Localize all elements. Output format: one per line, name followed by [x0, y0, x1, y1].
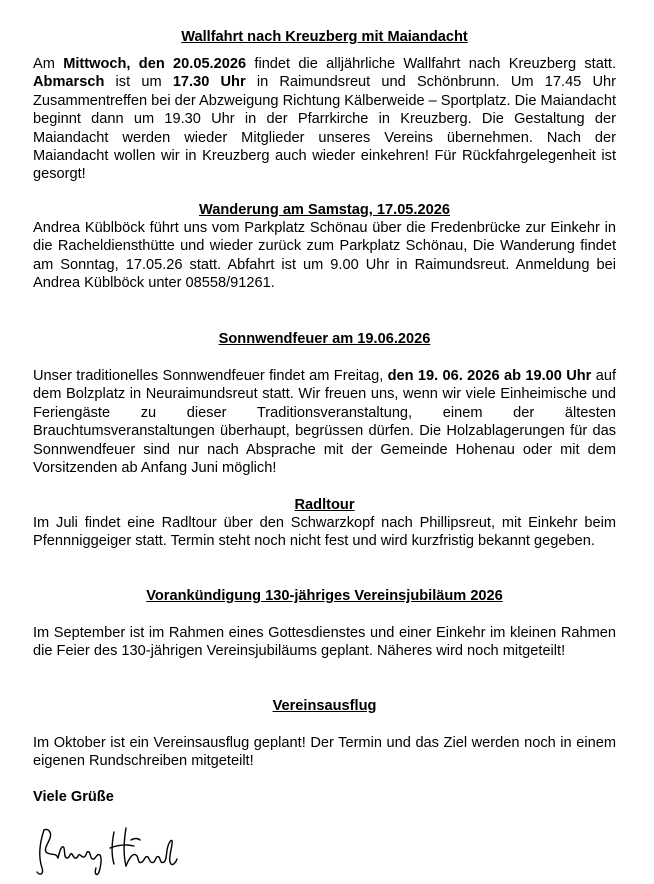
paragraph-wallfahrt: Am Mittwoch, den 20.05.2026 findet die alljährliche Wallfahrt nach Kreuzberg statt. Abmarsch ist um 17.30 Uhr in Raimundsreut und Schönbrunn. Um 17.45 Uhr Zusammentreffen bei der Abzweigung Richtung Kälberweide – Sportplatz. Die Maiandacht beginnt dann um 19.30 Uhr in der Pfarrkirche in Kreuzberg. Die Gestaltung der Maiandacht werden wieder Mitglieder unseres Vereins übernehmen. Nach der Maiandacht wollen wir in Kreuzberg auch wieder einkehren! Für Rückfahrgelegenheit ist gesorgt!	[33, 56, 617, 183]
handwritten-signature	[34, 822, 179, 878]
closing-greeting: Viele Grüße	[33, 789, 114, 805]
paragraph-wanderung: Andrea Küblböck führt uns vom Parkplatz Schönau über die Fredenbrücke zur Einkehr in die Racheldiensthütte und wieder zurück zum Parkplatz Schönau, Die Wanderung findet am Sonntag, 17.05.26 statt. Abfahrt ist um 9.00 Uhr in Raimundsreut. Anmeldung bei Andrea Küblböck unter 08558/91261.	[33, 220, 616, 292]
heading-vereinsjubilaeum: Vorankündigung 130-jähriges Vereinsjubiläum 2026	[146, 588, 503, 604]
heading-wallfahrt: Wallfahrt nach Kreuzberg mit Maiandacht	[181, 29, 468, 45]
paragraph-radltour: Im Juli findet eine Radltour über den Schwarzkopf nach Phillipsreut, mit Einkehr beim Pfennniggeiger statt. Termin steht noch nicht fest und wird kurzfristig bekannt gegeben.	[33, 515, 616, 550]
heading-vereinsausflug: Vereinsausflug	[272, 698, 377, 714]
paragraph-sonnwendfeuer: Unser traditionelles Sonnwendfeuer findet am Freitag, den 19. 06. 2026 ab 19.00 Uhr auf dem Bolzplatz in Neuraimundsreut statt. Wir freuen uns, wenn wir viele Einheimische und Feriengäste zu dieser Traditionsveranstaltung, einem der ältesten Brauchtumsveranstaltungen überhaupt, begrüssen dürfen. Die Holzablagerungen für das Sonnwendfeuer sind nur nach Absprache mit der Gemeinde Hohenau oder mit dem Vorsitzenden ab Anfang Juni möglich!	[33, 368, 617, 477]
heading-sonnwendfeuer: Sonnwendfeuer am 19.06.2026	[218, 331, 431, 347]
paragraph-vereinsjubilaeum: Im September ist im Rahmen eines Gottesdienstes und einer Einkehr im kleinen Rahmen die Feier des 130-jährigen Vereinsjubiläums geplant. Näheres wird noch mitgeteilt!	[33, 625, 616, 660]
heading-wanderung: Wanderung am Samstag, 17.05.2026	[199, 202, 450, 218]
heading-radltour: Radltour	[294, 497, 355, 513]
paragraph-vereinsausflug: Im Oktober ist ein Vereinsausflug geplant! Der Termin und das Ziel werden noch in einem eigenen Rundschreiben mitgeteilt!	[33, 735, 616, 770]
